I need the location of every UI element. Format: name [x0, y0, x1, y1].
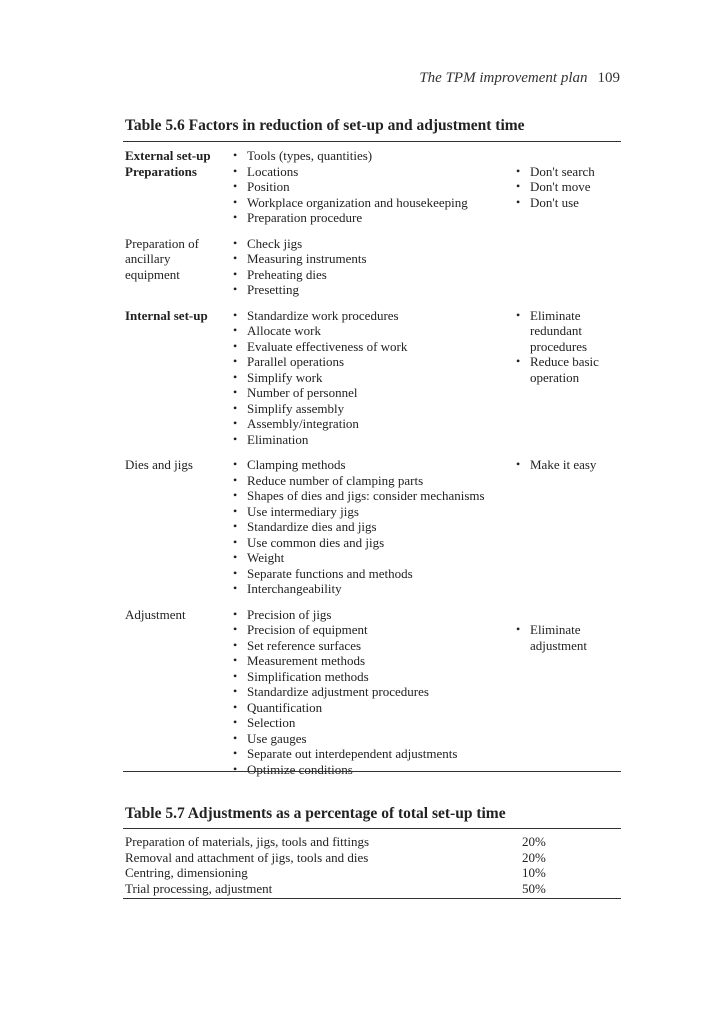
factor-item: • Separate functions and methods	[230, 566, 513, 582]
factor-item: • Standardize dies and jigs	[230, 519, 513, 535]
note-list	[513, 148, 621, 226]
row-item: Trial processing, adjustment	[125, 880, 273, 896]
group-label: Dies and jigs	[125, 457, 193, 472]
table-row	[125, 865, 621, 881]
running-head	[419, 70, 620, 87]
table-row	[125, 834, 621, 850]
factor-item: • Standardize adjustment procedures	[230, 684, 513, 700]
factor-item: • Separate out interdependent adjustments	[230, 746, 513, 762]
factor-item: • Quantification	[230, 700, 513, 716]
factor-item: • Set reference surfaces	[230, 638, 513, 654]
factor-list	[230, 236, 513, 298]
group-label: Internal set-up	[125, 307, 208, 323]
table-row	[125, 850, 621, 866]
table-row	[125, 881, 621, 897]
row-percentage: 50%	[522, 880, 546, 896]
factor-item: • Evaluate effectiveness of work	[230, 339, 513, 355]
table-5-6-body	[125, 148, 621, 787]
factor-group	[125, 457, 621, 597]
note-list	[513, 457, 621, 597]
factor-item: • Simplify work	[230, 370, 513, 386]
factor-group	[125, 607, 621, 778]
running-head-title: The TPM improvement plan	[419, 70, 588, 86]
factor-group	[125, 308, 621, 448]
factor-item: • Measurement methods	[230, 653, 513, 669]
factor-item: • Tools (types, quantities)	[230, 148, 513, 164]
table-5-6-title: Table 5.6 Factors in reduction of set-up and adjustment time	[125, 117, 525, 134]
factor-item: • Reduce number of clamping parts	[230, 473, 513, 489]
note-item: • Don't move	[513, 179, 621, 195]
factor-item: • Interchangeability	[230, 581, 513, 597]
note-spacer	[513, 148, 621, 164]
factor-item: • Number of personnel	[230, 385, 513, 401]
factor-item: • Clamping methods	[230, 457, 513, 473]
group-label: External set-up Preparations	[125, 148, 211, 179]
group-label: Adjustment	[125, 606, 186, 622]
factor-item: • Precision of jigs	[230, 607, 513, 623]
factor-item: • Weight	[230, 550, 513, 566]
note-item: • Reduce basic operation	[513, 354, 621, 385]
row-percentage: 20%	[522, 849, 546, 865]
factor-item: • Optimize conditions	[230, 762, 513, 778]
row-item: Centring, dimensioning	[125, 865, 248, 880]
factor-item: • Precision of equipment	[230, 622, 513, 638]
factor-list	[230, 308, 513, 448]
factor-item: • Locations	[230, 164, 513, 180]
note-item: • Don't use	[513, 195, 621, 211]
table-5-7-title: Table 5.7 Adjustments as a percentage of total set-up time	[125, 805, 506, 822]
factor-item: • Assembly/integration	[230, 416, 513, 432]
factor-item: • Standardize work procedures	[230, 308, 513, 324]
factor-item: • Parallel operations	[230, 354, 513, 370]
page-number: 109	[597, 70, 620, 86]
note-list	[513, 308, 621, 448]
factor-item: • Preheating dies	[230, 267, 513, 283]
factor-item: • Simplification methods	[230, 669, 513, 685]
factor-item: • Simplify assembly	[230, 401, 513, 417]
table-5-7-top-rule	[123, 828, 621, 829]
note-item: • Make it easy	[513, 457, 621, 473]
row-percentage: 10%	[522, 865, 546, 880]
row-item: Preparation of materials, jigs, tools and fittings	[125, 834, 370, 849]
table-5-7-bottom-rule	[123, 898, 621, 899]
factor-item: • Elimination	[230, 432, 513, 448]
note-item: • Eliminate adjustment	[513, 622, 621, 653]
note-spacer	[513, 607, 621, 623]
factor-item: • Check jigs	[230, 236, 513, 252]
note-item: • Don't search	[513, 164, 621, 180]
factor-item: • Measuring instruments	[230, 251, 513, 267]
factor-group	[125, 148, 621, 226]
group-label: Preparation of ancillary equipment	[125, 235, 200, 282]
factor-list	[230, 607, 513, 778]
factor-item: • Allocate work	[230, 323, 513, 339]
factor-item: • Selection	[230, 715, 513, 731]
note-list	[513, 236, 621, 298]
factor-item: • Workplace organization and housekeeping	[230, 195, 513, 211]
table-5-6-top-rule	[123, 141, 621, 142]
table-5-6-bottom-rule	[123, 771, 621, 772]
row-percentage: 20%	[522, 834, 546, 849]
factor-item: • Use common dies and jigs	[230, 535, 513, 551]
factor-item: • Preparation procedure	[230, 210, 513, 226]
table-5-7-body	[125, 834, 621, 896]
row-item: Removal and attachment of jigs, tools and dies	[125, 849, 369, 865]
factor-list	[230, 457, 513, 597]
factor-item: • Shapes of dies and jigs: consider mechanisms	[230, 488, 513, 504]
factor-item: • Use gauges	[230, 731, 513, 747]
note-item: • Eliminate redundant procedures	[513, 308, 621, 355]
factor-item: • Use intermediary jigs	[230, 504, 513, 520]
factor-group	[125, 236, 621, 298]
factor-list	[230, 148, 513, 226]
factor-item: • Position	[230, 179, 513, 195]
factor-item: • Presetting	[230, 282, 513, 298]
note-list	[513, 607, 621, 778]
